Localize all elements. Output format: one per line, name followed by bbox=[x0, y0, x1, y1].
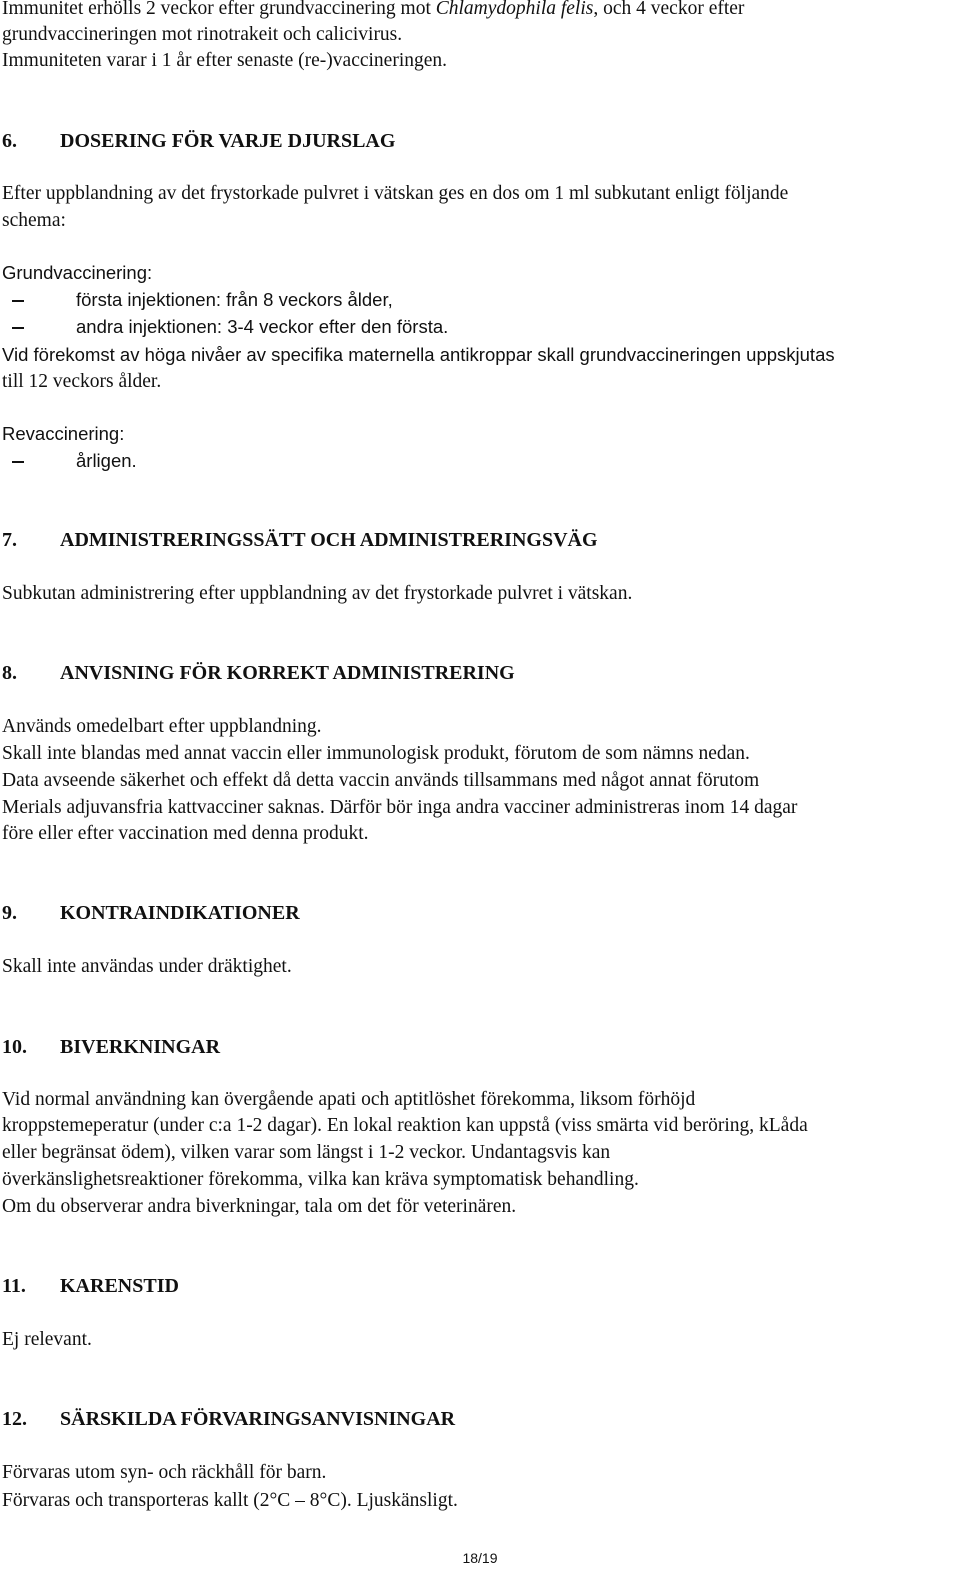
section-8-heading bbox=[2, 660, 515, 686]
section-title: ADMINISTRERINGSSÄTT OCH ADMINISTRERINGSVÄG bbox=[60, 529, 598, 551]
section-10-line: eller begränsat ödem), vilken varar som längst i 1-2 veckor. Undantagsvis kan bbox=[2, 1142, 611, 1163]
section-10-line: Vid normal användning kan övergående apati och aptitlöshet förekomma, liksom förhöjd bbox=[2, 1089, 696, 1110]
section-number: 10. bbox=[2, 1036, 27, 1058]
section-10-line: kroppstemeperatur (under c:a 1-2 dagar). En lokal reaktion kan uppstå (viss smärta vid beröring, kLåda bbox=[2, 1115, 808, 1136]
section-6-para-1-line-1: Efter uppblandning av det frystorkade pulvret i vätskan ges en dos om 1 ml subkutant enligt följande bbox=[2, 183, 789, 204]
section-title: KONTRAINDIKATIONER bbox=[60, 902, 300, 924]
section-8-line: Merials adjuvansfria kattvacciner saknas. Därför bör inga andra vacciner administreras inom 14 dagar bbox=[2, 797, 798, 818]
section-number: 12. bbox=[2, 1408, 27, 1430]
grundvaccinering-label: Grundvaccinering: bbox=[2, 262, 153, 283]
section-8-line: Används omedelbart efter uppblandning. bbox=[2, 716, 322, 737]
intro-line-2: grundvaccineringen mot rinotrakeit och calicivirus. bbox=[2, 24, 403, 45]
section-10-line: Om du observerar andra biverkningar, tala om det för veterinären. bbox=[2, 1196, 517, 1217]
section-6-heading bbox=[2, 128, 395, 154]
section-title: KARENSTID bbox=[60, 1275, 179, 1297]
page-number: 18/19 bbox=[462, 1550, 498, 1566]
section-8-line: före eller efter vaccination med denna produkt. bbox=[2, 823, 369, 844]
section-12-line: Förvaras utom syn- och räckhåll för barn. bbox=[2, 1462, 327, 1483]
section-11-text: Ej relevant. bbox=[2, 1329, 92, 1350]
list-item: första injektionen: från 8 veckors ålder, bbox=[12, 287, 393, 313]
section-number: 9. bbox=[2, 902, 17, 924]
section-12-heading bbox=[2, 1406, 455, 1432]
list-item: andra injektionen: 3-4 veckor efter den första. bbox=[12, 314, 448, 340]
section-number: 7. bbox=[2, 529, 17, 551]
section-number: 6. bbox=[2, 130, 17, 152]
section-number: 11. bbox=[2, 1275, 26, 1297]
intro-line-3: Immuniteten varar i 1 år efter senaste (re-)vaccineringen. bbox=[2, 50, 448, 71]
section-9-text: Skall inte användas under dräktighet. bbox=[2, 956, 292, 977]
section-7-text: Subkutan administrering efter uppblandning av det frystorkade pulvret i vätskan. bbox=[2, 583, 633, 604]
list-item: årligen. bbox=[12, 448, 137, 474]
section-10-heading bbox=[2, 1034, 220, 1060]
intro-italic-organism: Chlamydophila felis bbox=[435, 0, 594, 19]
section-8-line: Skall inte blandas med annat vaccin eller immunologisk produkt, förutom de som nämns nedan. bbox=[2, 743, 750, 764]
section-6-para-1-line-2: schema: bbox=[2, 210, 66, 231]
intro-line-1: Immunitet erhölls 2 veckor efter grundvaccinering mot Chlamydophila felis, och 4 veckor efter bbox=[2, 0, 745, 19]
section-8-line: Data avseende säkerhet och effekt då detta vaccin används tillsammans med något annat förutom bbox=[2, 770, 760, 791]
section-title: BIVERKNINGAR bbox=[60, 1036, 221, 1058]
section-12-line: Förvaras och transporteras kallt (2°C – 8°C). Ljuskänsligt. bbox=[2, 1490, 458, 1511]
section-10-line: överkänslighetsreaktioner förekomma, vilka kan kräva symptomatisk behandling. bbox=[2, 1169, 639, 1190]
section-number: 8. bbox=[2, 662, 17, 684]
section-6-para-2-line-1: Vid förekomst av höga nivåer av specifika maternella antikroppar skall grundvaccineringen uppskjutas bbox=[2, 344, 835, 365]
section-title: SÄRSKILDA FÖRVARINGSANVISNINGAR bbox=[60, 1408, 456, 1430]
section-11-heading bbox=[2, 1273, 179, 1299]
section-title: DOSERING FÖR VARJE DJURSLAG bbox=[60, 130, 396, 152]
section-9-heading bbox=[2, 900, 300, 926]
section-7-heading bbox=[2, 527, 598, 553]
section-6-para-2-line-2: till 12 veckors ålder. bbox=[2, 371, 162, 392]
section-title: ANVISNING FÖR KORREKT ADMINISTRERING bbox=[60, 662, 515, 684]
revaccinering-label: Revaccinering: bbox=[2, 423, 125, 444]
